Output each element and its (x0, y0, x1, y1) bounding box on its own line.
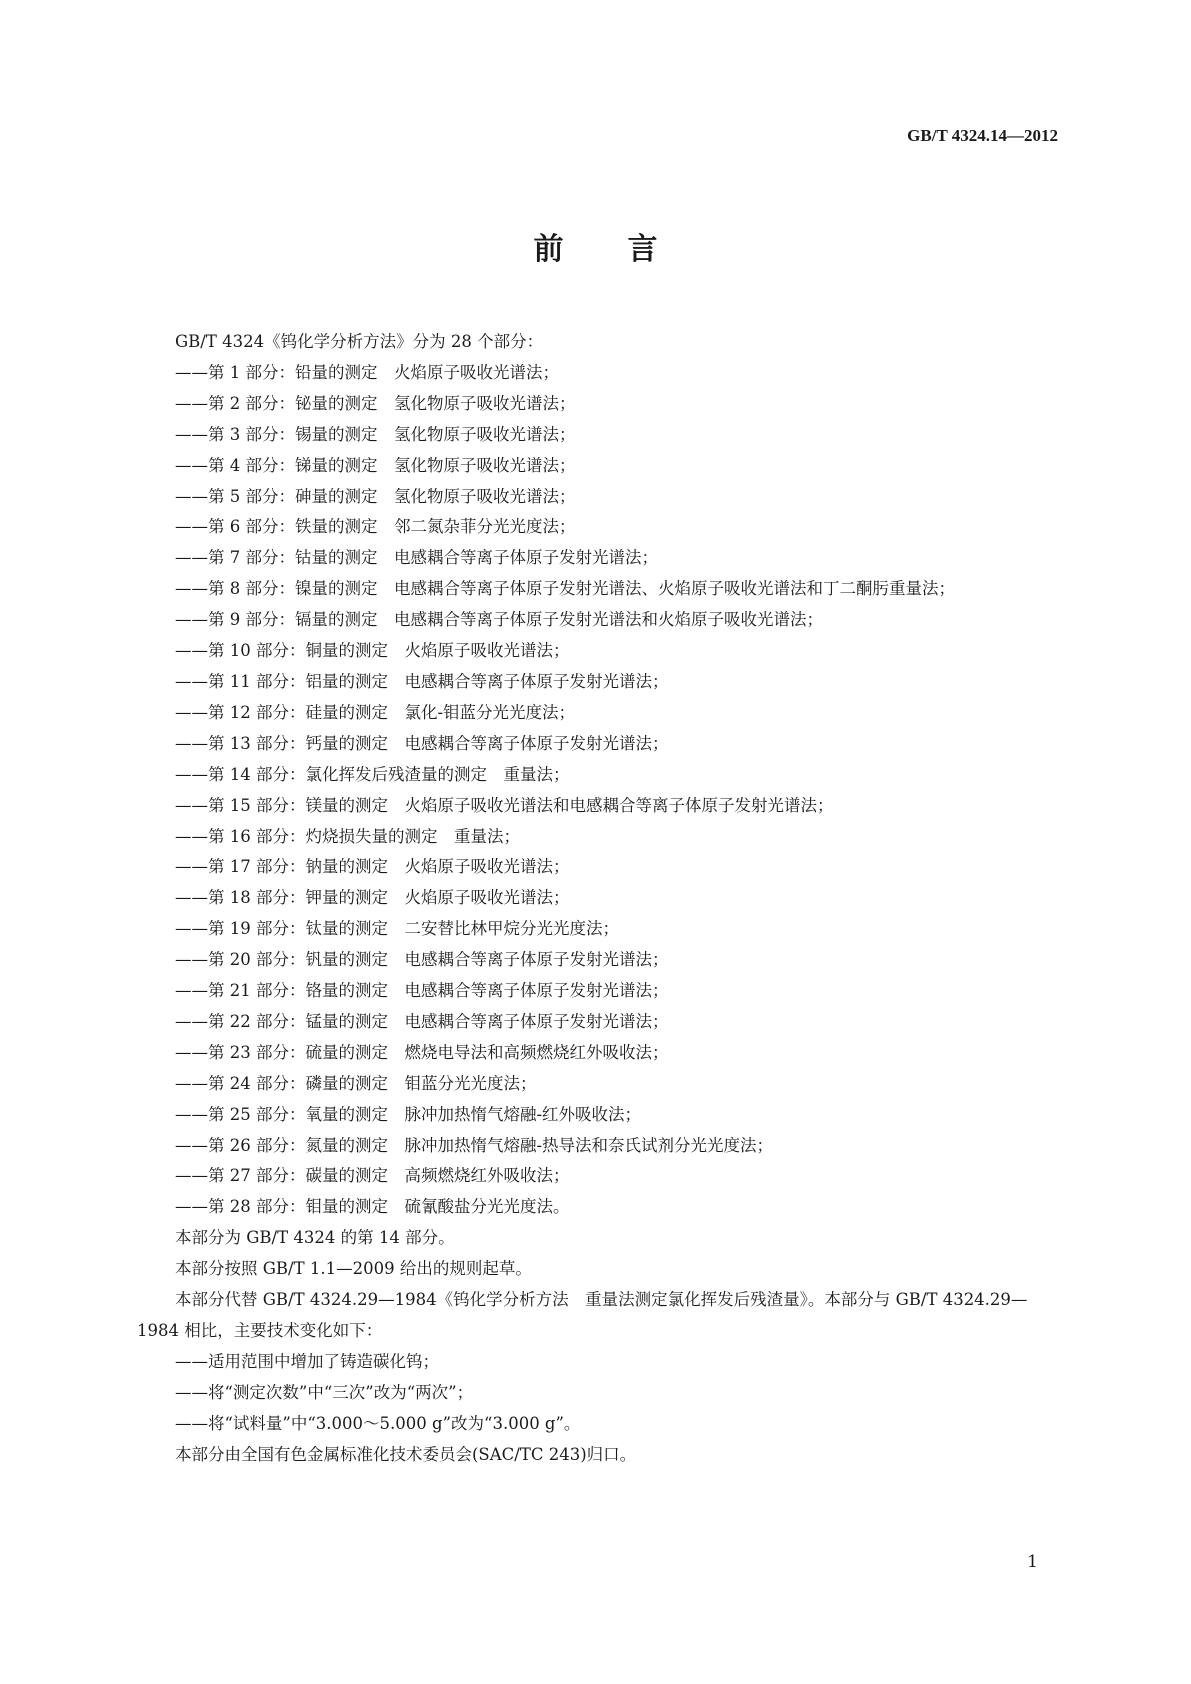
list-item: ——第 28 部分：钼量的测定 硫氰酸盐分光光度法。 (175, 1197, 570, 1217)
list-item: ——第 16 部分：灼烧损失量的测定 重量法； (175, 826, 520, 846)
list-item: ——第 14 部分：氯化挥发后残渣量的测定 重量法； (175, 764, 570, 784)
list-item: ——将“测定次数”中“三次”改为“两次”； (175, 1382, 474, 1402)
list-item: ——第 12 部分：硅量的测定 氯化-钼蓝分光光度法； (175, 702, 576, 722)
list-item: ——第 25 部分：氧量的测定 脉冲加热惰气熔融-红外吸收法； (175, 1104, 642, 1124)
list-item: ——第 6 部分：铁量的测定 邻二氮杂菲分光光度法； (175, 517, 576, 537)
part-number-paragraph: 本部分为 GB/T 4324 的第 14 部分。 (175, 1228, 455, 1248)
parts-list (137, 358, 1067, 1223)
intro-paragraph: GB/T 4324《钨化学分析方法》分为 28 个部分： (175, 332, 544, 351)
list-item: ——第 9 部分：镉量的测定 电感耦合等离子体原子发射光谱法和火焰原子吸收光谱法； (175, 610, 823, 630)
list-item: ——第 22 部分：锰量的测定 电感耦合等离子体原子发射光谱法； (175, 1011, 669, 1031)
list-item: ——适用范围中增加了铸造碳化钨； (175, 1351, 439, 1371)
list-item: ——第 24 部分：磷量的测定 钼蓝分光光度法； (175, 1073, 537, 1093)
list-item: ——第 10 部分：铜量的测定 火焰原子吸收光谱法； (175, 641, 570, 661)
list-item: ——第 18 部分：钾量的测定 火焰原子吸收光谱法； (175, 888, 570, 908)
list-item: ——第 23 部分：硫量的测定 燃烧电导法和高频燃烧红外吸收法； (175, 1042, 669, 1062)
page-title (0, 224, 1191, 268)
list-item: ——第 13 部分：钙量的测定 电感耦合等离子体原子发射光谱法； (175, 733, 669, 753)
list-item: ——第 5 部分：砷量的测定 氢化物原子吸收光谱法； (175, 486, 576, 506)
list-item: ——第 4 部分：锑量的测定 氢化物原子吸收光谱法； (175, 455, 576, 475)
list-item: ——第 27 部分：碳量的测定 高频燃烧红外吸收法； (175, 1166, 570, 1186)
list-item: ——第 11 部分：铝量的测定 电感耦合等离子体原子发射光谱法； (175, 671, 669, 691)
page-title-char-1: 前 (533, 232, 564, 267)
foreword-body (137, 327, 1067, 1471)
page-number: 1 (1027, 1552, 1038, 1572)
list-item: ——第 26 部分：氮量的测定 脉冲加热惰气熔融-热导法和奈氏试剂分光光度法； (175, 1135, 774, 1155)
list-item: ——第 2 部分：铋量的测定 氢化物原子吸收光谱法； (175, 393, 576, 413)
list-item: ——第 15 部分：镁量的测定 火焰原子吸收光谱法和电感耦合等离子体原子发射光谱法； (175, 795, 834, 815)
list-item: ——第 3 部分：锡量的测定 氢化物原子吸收光谱法； (175, 424, 576, 444)
list-item: ——第 17 部分：钠量的测定 火焰原子吸收光谱法； (175, 857, 570, 877)
drafting-rule-paragraph: 本部分按照 GB/T 1.1—2009 给出的规则起草。 (175, 1259, 532, 1279)
replacement-paragraph: 本部分代替 GB/T 4324.29—1984《钨化学分析方法 重量法测定氯化挥发后残渣量》。本部分与 GB/T 4324.29—1984 相比，主要技术变化如下： (137, 1290, 1028, 1340)
list-item: ——第 20 部分：钒量的测定 电感耦合等离子体原子发射光谱法； (175, 950, 669, 970)
list-item: ——第 21 部分：铬量的测定 电感耦合等离子体原子发射光谱法； (175, 981, 669, 1001)
changes-list (137, 1347, 1067, 1440)
page-title-char-2: 言 (627, 232, 658, 267)
standard-code: GB/T 4324.14—2012 (907, 126, 1058, 145)
list-item: ——将“试料量”中“3.000～5.000 g”改为“3.000 g”。 (175, 1413, 581, 1433)
list-item: ——第 7 部分：钴量的测定 电感耦合等离子体原子发射光谱法； (175, 548, 658, 568)
closing-paragraph: 本部分由全国有色金属标准化技术委员会(SAC/TC 243)归口。 (175, 1444, 637, 1464)
list-item: ——第 8 部分：镍量的测定 电感耦合等离子体原子发射光谱法、火焰原子吸收光谱法和丁二酮肟重量法； (175, 579, 955, 599)
list-item: ——第 19 部分：钛量的测定 二安替比林甲烷分光光度法； (175, 919, 619, 939)
list-item: ——第 1 部分：铅量的测定 火焰原子吸收光谱法； (175, 362, 559, 382)
